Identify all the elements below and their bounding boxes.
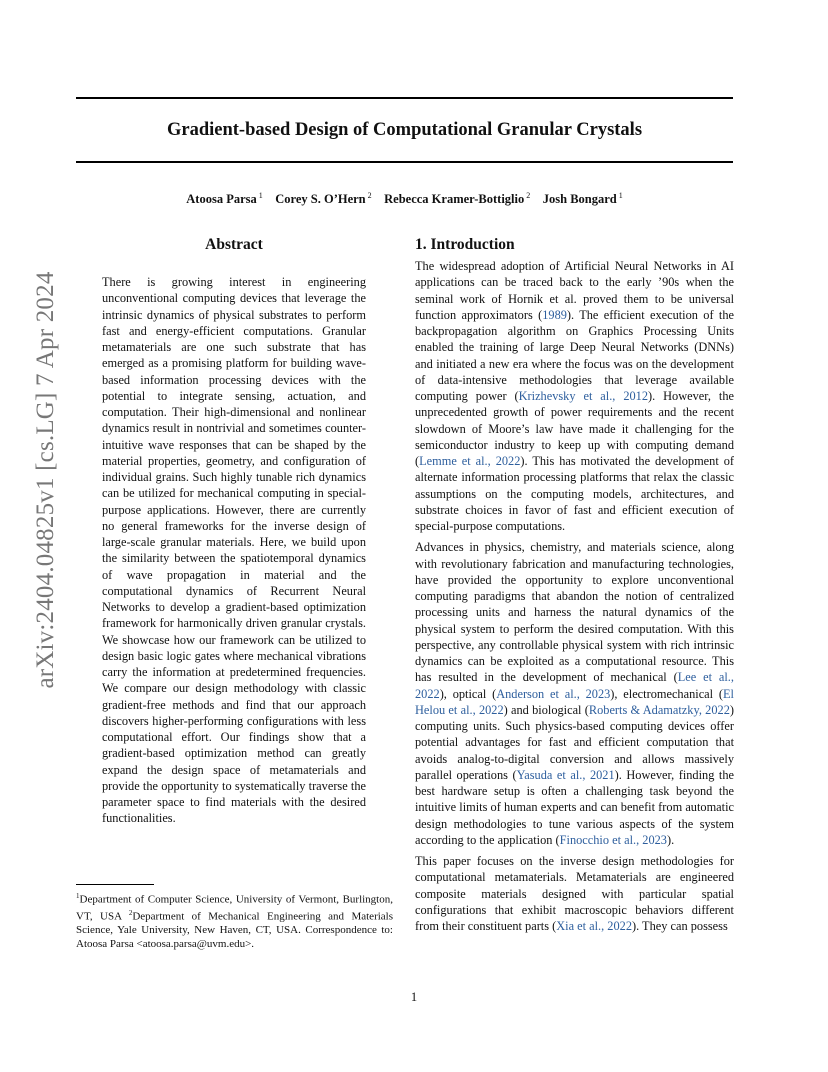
citation-link[interactable]: Krizhevsky et al., 2012 — [518, 389, 649, 403]
citation-link[interactable]: Lemme et al., 2022 — [419, 454, 521, 468]
introduction-column — [415, 236, 734, 934]
affiliation-footnote — [76, 890, 393, 951]
author-affiliation-mark: 1 — [616, 191, 623, 200]
introduction-heading: 1. Introduction — [415, 236, 515, 253]
footnote-rule — [76, 884, 154, 885]
paragraph-text: Advances in physics, chemistry, and materials science, along with revolutionary fabrication and manufacturing technologies, have provided the opportunity to explore unconventional computing paradigms that abandon the notion of centralized processing units and harness the natural dynamics of the physical system to perform the desired computation. With this perspective, any controllable physical system with rich intrinsic dynamics can be exploited as a computational resource. This has resulted in the development of mechanical ( — [415, 540, 734, 685]
paragraph-text: ). However, the unprecedented growth of power requirements and the recent slowdown of Moore’s law have made it challenging for the semiconductor industry to keep up with computing demand ( — [415, 389, 734, 468]
paragraph-text: ), optical ( — [439, 686, 497, 701]
citation-link[interactable]: 1989 — [542, 307, 567, 322]
citation-link[interactable]: Xia et al., 2022 — [556, 919, 632, 933]
top-rule — [76, 97, 733, 99]
abstract-text: There is growing interest in engineering unconventional computing devices that leverage the intrinsic dynamics of physical substrates to perform fast and energy-efficient computations. Granular metamaterials are one such substrate that has emerged as a promising platform for building wave-based information processing devices with the potential to integrate sensing, actuation, and computation. Their high-dimensional and nonlinear dynamics result in nontrivial and sometimes counter-intuitive wave responses that can be shaped by the material properties, geometry, and configuration of individual grains. Such highly tunable rich dynamics can be utilized for mechanical computing in special-purpose applications. However, there are currently no general frameworks for the inverse design of large-scale granular materials. Here, we build upon the similarity between the spatiotemporal dynamics of wave propagation in material and the computational dynamics of Recurrent Neural Networks to develop a gradient-based optimization framework for harmonically driven granular crystals. We showcase how our framework can be utilized to design basic logic gates where mechanical vibrations carry the information at predetermined frequencies. We compare our design methodology with classic gradient-free methods and find that our approach discovers higher-performing configurations with less computational effort. Our findings show that a gradient-based optimization method can greatly expand the design space of metamaterials and provide the opportunity to systematically traverse the parameter space to find materials with the desired functionalities. — [102, 275, 366, 826]
title-rule — [76, 161, 733, 163]
abstract-heading: Abstract — [205, 236, 263, 253]
citation-link[interactable]: Lee et al., 2022 — [415, 670, 734, 701]
citation-link[interactable]: Yasuda et al., 2021 — [516, 767, 615, 782]
intro-paragraph-3 — [415, 853, 734, 934]
author-affiliation-mark: 2 — [365, 191, 372, 200]
author-affiliation-mark: 2 — [524, 191, 531, 200]
paragraph-text: ). The efficient execution of the backpropagation algorithm on Graphics Processing Units enabled the training of large Deep Neural Networks (DNNs) and initiated a new era where the focus was on the development of data-intensive methodologies that leverage available computing power ( — [415, 307, 734, 403]
citation-link[interactable]: Finocchio et al., 2023 — [559, 832, 667, 847]
paragraph-text: ). They can possess — [632, 919, 728, 933]
page-number: 1 — [410, 990, 418, 1004]
paragraph-text: ) computing units. Such physics-based computing devices offer potential advantages for fast and efficient computation that avoids analog-to-digital conversion and allows massively parallel operations ( — [415, 702, 734, 782]
abstract-column — [102, 236, 366, 827]
author-name: Josh Bongard — [542, 192, 617, 207]
footnote-mark-2: 2 — [128, 909, 133, 918]
footnote-mark-1: 1 — [76, 892, 80, 900]
footnote-affiliation-2: Department of Mechanical Engineering and Materials Science, Yale University, New Haven, CT, USA. Correspondence to: Atoosa Parsa <atoosa.parsa@uvm.edu>. — [76, 910, 394, 950]
paragraph-text: ). This has motivated the development of alternate information processing platforms that relax the classic assumptions on the computing models, architectures, and substrate choices in favor of fast and efficient execution of special-purpose computations. — [415, 454, 735, 533]
paper-title: Gradient-based Design of Computational Granular Crystals — [166, 120, 643, 140]
author-list — [76, 191, 733, 207]
paragraph-text: This paper focuses on the inverse design methodologies for computational metamaterials. Metamaterials are engineered composite materials designed with particular spatial configurations that exhibit macroscopic behaviors different from their constituent parts ( — [415, 854, 734, 933]
author-name: Rebecca Kramer-Bottiglio — [384, 192, 525, 207]
paragraph-text: The widespread adoption of Artificial Neural Networks in AI applications can be traced back to the early ’90s when the seminal work of Hornik et al. proved them to be universal function approximators ( — [415, 259, 734, 322]
paragraph-text: ). — [666, 832, 675, 847]
citation-link[interactable]: Roberts & Adamatzky, 2022 — [588, 702, 730, 717]
arxiv-stamp[interactable]: arXiv:2404.04825v1 [cs.LG] 7 Apr 2024 — [32, 271, 59, 689]
author-affiliation-mark: 1 — [256, 191, 263, 200]
paragraph-text: ) and biological ( — [503, 702, 589, 717]
citation-link[interactable]: El Helou et al., 2022 — [415, 686, 734, 717]
paragraph-text: ), electromechanical ( — [610, 686, 723, 701]
intro-paragraph-1 — [415, 258, 734, 534]
paragraph-text: ). However, finding the best hardware setup is often a challenging task beyond the intuitive limits of human experts and can benefit from automatic design methodologies to tune various aspects of the system according to the application ( — [415, 767, 734, 847]
author-name: Atoosa Parsa — [186, 192, 257, 207]
author-name: Corey S. O’Hern — [275, 192, 366, 207]
footnote-affiliation-1: Department of Computer Science, University of Vermont, Burlington, VT, USA — [76, 893, 393, 923]
citation-link[interactable]: Anderson et al., 2023 — [496, 686, 611, 701]
intro-paragraph-2 — [415, 539, 734, 848]
